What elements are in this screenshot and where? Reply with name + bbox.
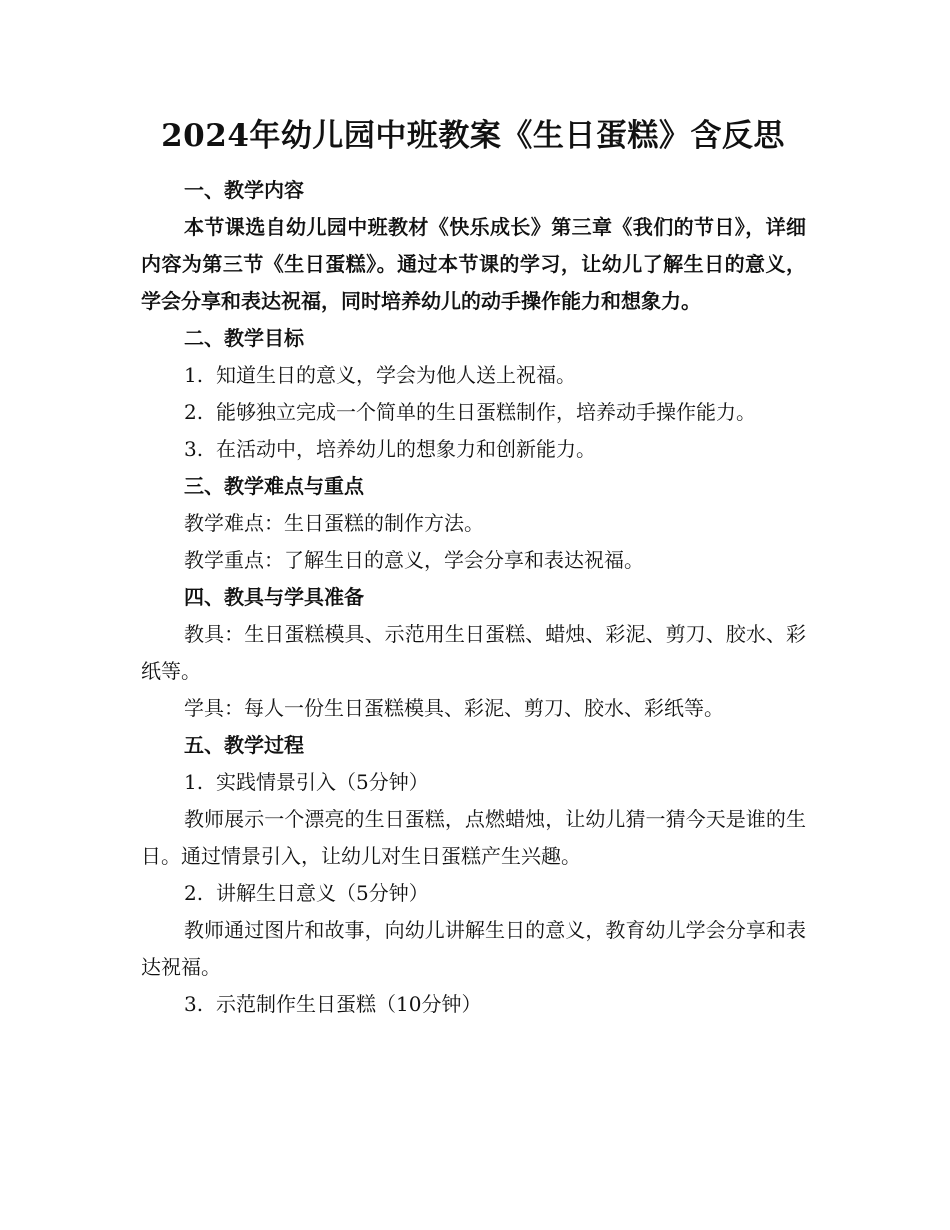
step-number: 2. xyxy=(184,881,204,905)
step-description: 教师展示一个漂亮的生日蛋糕，点燃蜡烛，让幼儿猜一猜今天是谁的生日。通过情景引入，让幼儿对生日蛋糕产生兴趣。 xyxy=(141,807,806,868)
section-heading-materials: 四、教具与学具准备 xyxy=(184,585,364,609)
objective-item xyxy=(141,357,806,394)
item-number: 1. xyxy=(184,363,204,387)
section-heading-objectives: 二、教学目标 xyxy=(184,326,304,350)
step-title: 实践情景引入（5分钟） xyxy=(216,770,429,794)
item-text: 能够独立完成一个简单的生日蛋糕制作，培养动手操作能力。 xyxy=(216,400,756,424)
step-title: 讲解生日意义（5分钟） xyxy=(216,881,429,905)
step-number: 1. xyxy=(184,770,204,794)
difficulty-paragraph: 教学难点：生日蛋糕的制作方法。 xyxy=(184,511,484,535)
student-tools-paragraph: 学具：每人一份生日蛋糕模具、彩泥、剪刀、胶水、彩纸等。 xyxy=(184,696,724,720)
focus-paragraph: 教学重点：了解生日的意义，学会分享和表达祝福。 xyxy=(184,548,644,572)
section-heading-process: 五、教学过程 xyxy=(184,733,304,757)
process-step xyxy=(141,986,806,1023)
step-description: 教师通过图片和故事，向幼儿讲解生日的意义，教育幼儿学会分享和表达祝福。 xyxy=(141,918,806,979)
step-title: 示范制作生日蛋糕（10分钟） xyxy=(216,992,482,1016)
document-title: 2024年幼儿园中班教案《生日蛋糕》含反思 xyxy=(161,118,785,154)
teacher-tools-paragraph: 教具：生日蛋糕模具、示范用生日蛋糕、蜡烛、彩泥、剪刀、胶水、彩纸等。 xyxy=(141,622,806,683)
content-paragraph: 本节课选自幼儿园中班教材《快乐成长》第三章《我们的节日》，详细内容为第三节《生日蛋糕》。通过本节课的学习，让幼儿了解生日的意义，学会分享和表达祝福，同时培养幼儿的动手操作能力和想象力。 xyxy=(141,215,806,313)
section-heading-key-points: 三、教学难点与重点 xyxy=(184,474,364,498)
section-heading-content: 一、教学内容 xyxy=(184,178,304,202)
process-step xyxy=(141,875,806,912)
item-text: 在活动中，培养幼儿的想象力和创新能力。 xyxy=(216,437,596,461)
item-number: 3. xyxy=(184,437,204,461)
step-number: 3. xyxy=(184,992,204,1016)
item-number: 2. xyxy=(184,400,204,424)
objective-item xyxy=(141,394,806,431)
objective-item xyxy=(141,431,806,468)
process-step xyxy=(141,764,806,801)
item-text: 知道生日的意义，学会为他人送上祝福。 xyxy=(216,363,576,387)
document-body xyxy=(141,112,806,1023)
